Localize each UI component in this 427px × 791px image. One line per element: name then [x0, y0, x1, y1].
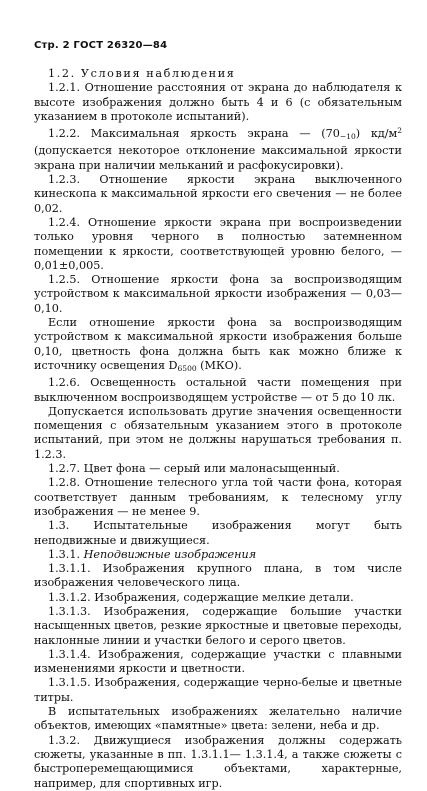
paragraph-background-note: Если отношение яркости фона за воспроизводящим устройством к максимальной яркости изображения больше 0,10, цветность фона должна быть как можно ближе к источнику освещения $D_{6500}$ (МКО).	[34, 316, 402, 373]
paragraph-1-2-3: 1.2.3. Отношение яркости экрана выключенного кинескопа к максимальной яркости его свечения — не более 0,02.	[34, 173, 402, 215]
section-heading-1-3-1: 1.3.1. Неподвижные изображения	[48, 547, 257, 561]
page-header: Стр. 2 ГОСТ 26320—84	[34, 40, 168, 51]
paragraph-1-2-2: 1.2.2. Максимальная яркость экрана — $(70_{-10})$ $кд/м^2$ (допускается некоторое отклонение максимальной яркости экрана при наличии мельканий и расфокусировки).	[34, 126, 402, 172]
paragraph-1-2-6: 1.2.6. Освещенность остальной части помещения при выключенном воспроизводящем устройстве — от 5 до 10 лк.	[34, 376, 402, 404]
paragraph-1-2-4: 1.2.4. Отношение яркости экрана при воспроизведении только уровня черного в полностью затемненном помещении к яркости, соответствующей уровню белого, — 0,01±0,005.	[34, 215, 402, 272]
paragraph-1-2-5: 1.2.5. Отношение яркости фона за воспроизводящим устройством к максимальной яркости изображения — 0,03—0,10.	[34, 273, 402, 315]
paragraph-1-3-2: 1.3.2. Движущиеся изображения должны содержать сюжеты, указанные в пп. 1.3.1.1— 1.3.1.4, а также сюжеты с быстроперемещающимися объектами, характерные, например, для спортивных игр.	[34, 733, 402, 790]
document-body	[34, 67, 402, 791]
paragraph-1-2-8: 1.2.8. Отношение телесного угла той части фона, которая соответствует данным требованиям, к телесному углу изображения — не менее 9.	[34, 476, 402, 518]
paragraph-1-3-1-2: 1.3.1.2. Изображения, содержащие мелкие детали.	[48, 590, 354, 604]
paragraph-1-3-1-5: 1.3.1.5. Изображения, содержащие черно-белые и цветные титры.	[34, 676, 402, 704]
paragraph-allowance: Допускается использовать другие значения освещенности помещения с обязательным указанием этого в протоколе испытаний, при этом не должны нарушаться требования п. 1.2.3.	[34, 404, 402, 461]
paragraph-1-3-1-4: 1.3.1.4. Изображения, содержащие участки с плавными изменениями яркости и цветности.	[34, 647, 402, 676]
paragraph-1-3: 1.3. Испытательные изображения могут быть неподвижные и движущиеся.	[34, 519, 402, 547]
paragraph-1-3-1-1: 1.3.1.1. Изображения крупного плана, в том числе изображения человеческого лица.	[34, 562, 402, 590]
paragraph-1-2-7: 1.2.7. Цвет фона — серый или малонасыщенный.	[48, 462, 340, 476]
paragraph-memory-colors: В испытательных изображениях желательно наличие объектов, имеющих «памятные» цвета: зелени, неба и др.	[34, 705, 402, 733]
paragraph-1-3-1-3: 1.3.1.3. Изображения, содержащие большие участки насыщенных цветов, резкие яркостные и цветовые переходы, наклонные линии и участки белого и серого цветов.	[34, 604, 402, 647]
paragraph-1-2-1: 1.2.1. Отношение расстояния от экрана до наблюдателя к высоте изображения должно быть 4 и 6 (с обязательным указанием в протоколе испытаний).	[34, 81, 402, 123]
section-heading-1-2: 1.2. Условия наблюдения	[48, 67, 236, 80]
